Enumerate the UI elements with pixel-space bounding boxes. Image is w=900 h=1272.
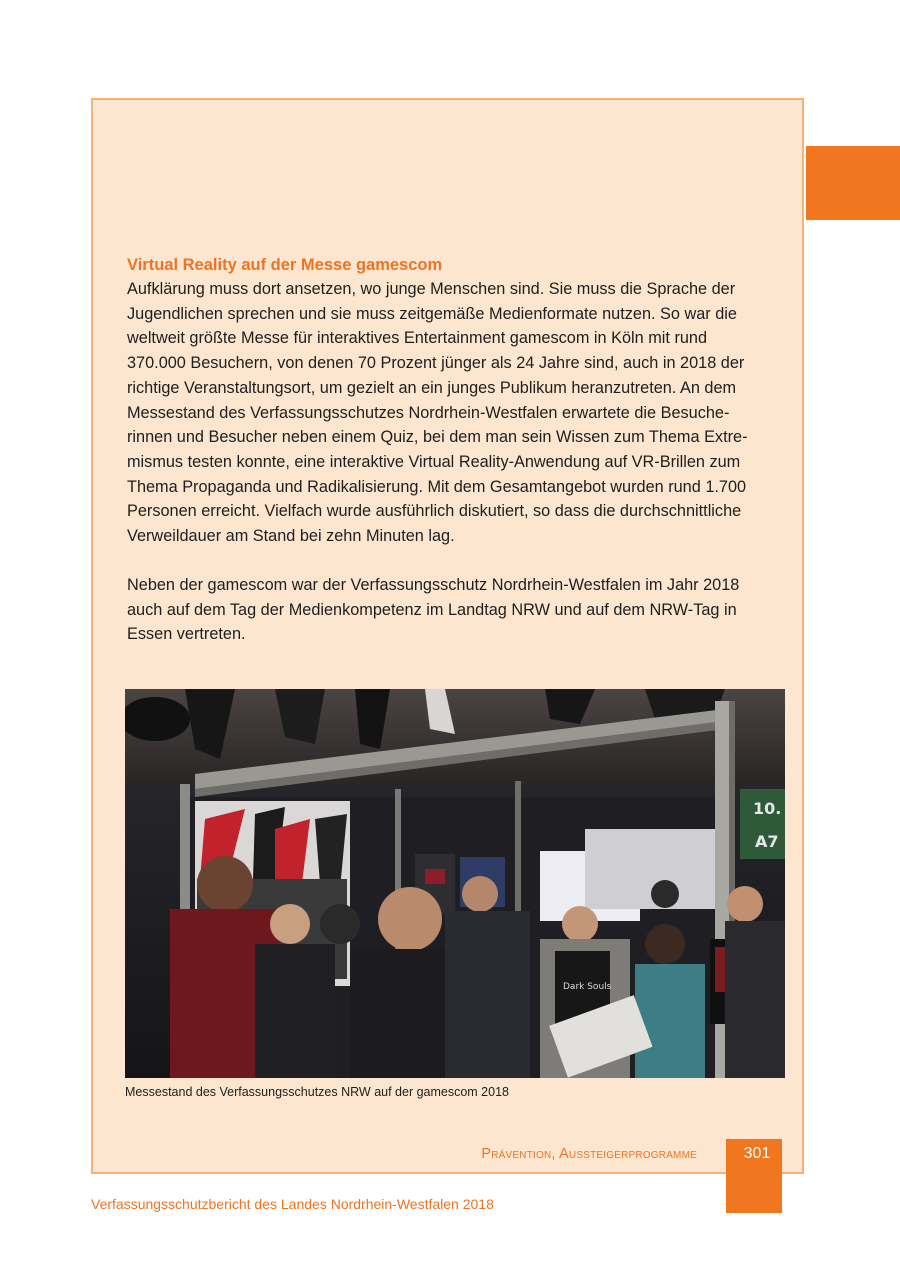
section-heading: Virtual Reality auf der Messe gamescom: [127, 256, 443, 274]
section-label: Prävention, Aussteigerprogramme: [481, 1146, 697, 1162]
text-line: Jugendlichen sprechen und sie muss zeitgemäße Medienformate nutzen. So war die: [127, 304, 737, 323]
hall-sign-number: 10.: [753, 799, 782, 818]
paragraph-1: [127, 277, 787, 549]
page-number: 301: [743, 1145, 771, 1162]
text-line: Personen erreicht. Vielfach wurde ausführlich diskutiert, so dass die durchschnittliche: [127, 502, 742, 521]
text-line: Aufklärung muss dort ansetzen, wo junge Menschen sind. Sie muss die Sprache der: [127, 280, 736, 298]
text-line: 370.000 Besuchern, von denen 70 Prozent jünger als 24 Jahre sind, auch in 2018 der: [127, 354, 745, 373]
photo-illustration: [125, 689, 785, 1078]
text-line: richtige Veranstaltungsort, um gezielt an ein junges Publikum heranzutreten. An dem: [127, 378, 737, 397]
backpack-print: Dark Souls: [563, 982, 612, 992]
text-line: rinnen und Besucher neben einem Quiz, bei dem man sein Wissen zum Thema Extre-: [127, 428, 748, 447]
paragraph-2: [127, 573, 787, 647]
photo-caption: Messestand des Verfassungsschutzes NRW auf der gamescom 2018: [125, 1085, 509, 1099]
text-line: Verweildauer am Stand bei zehn Minuten lag.: [127, 527, 455, 546]
text-line: Thema Propaganda und Radikalisierung. Mit dem Gesamtangebot wurden rund 1.700: [127, 477, 747, 496]
text-line: Neben der gamescom war der Verfassungsschutz Nordrhein-Westfalen im Jahr 2018: [127, 576, 740, 594]
side-tab-marker: [806, 146, 900, 220]
hall-sign-code: A7: [755, 832, 779, 851]
text-line: auch auf dem Tag der Medienkompetenz im Landtag NRW und auf dem NRW-Tag in: [127, 600, 737, 619]
text-line: weltweit größte Messe für interaktives Entertainment gamescom in Köln mit rund: [127, 329, 708, 348]
text-line: Essen vertreten.: [127, 625, 246, 644]
exhibition-photo: [125, 689, 785, 1078]
text-line: mismus testen konnte, eine interaktive Virtual Reality-Anwendung auf VR-Brillen zum: [127, 452, 741, 471]
text-line: Messestand des Verfassungsschutzes Nordrhein-Westfalen erwartete die Besuche-: [127, 403, 730, 422]
footer-title: Verfassungsschutzbericht des Landes Nordrhein-Westfalen 2018: [91, 1196, 494, 1212]
